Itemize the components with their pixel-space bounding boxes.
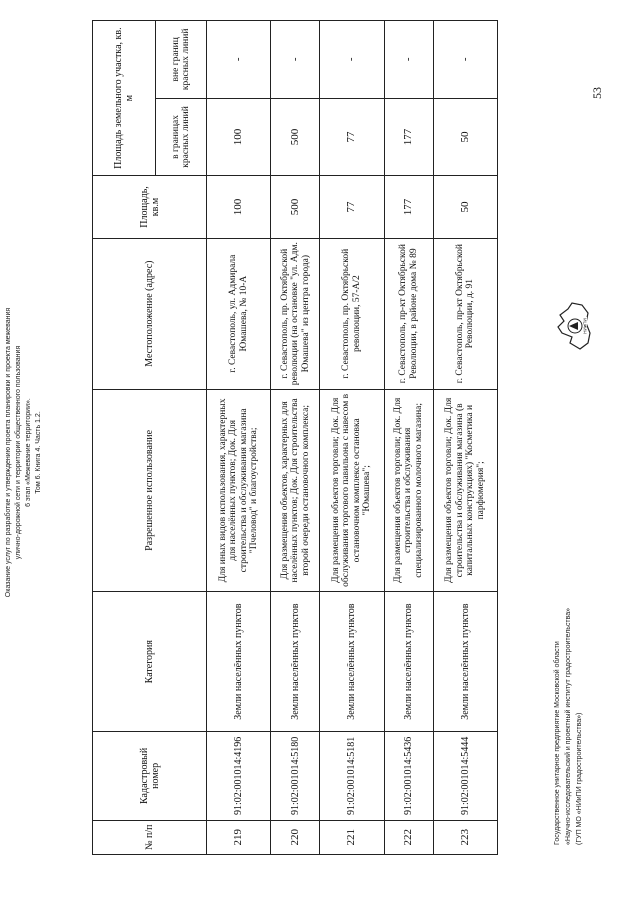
- header-line-4: Том 6. Книга 4. Часть 1.2.: [35, 411, 42, 494]
- cell-category: Земли населённых пунктов: [271, 592, 320, 732]
- cell-area: 50: [433, 176, 497, 238]
- cell-area: 100: [207, 176, 271, 238]
- cell-category: Земли населённых пунктов: [433, 592, 497, 732]
- cell-use: Для размещения объектов торговли; Док. Для обслуживания торгового павильона с навесом в остановочном комплексе остановка "Юмашева";: [320, 389, 384, 592]
- cell-num: 221: [320, 820, 384, 854]
- header-line-3: 6 этап «Межевание территории».: [25, 398, 32, 507]
- cell-use: Для размещения объектов торговли; Док. Для строительства и обслуживания специализированного молочного магазина;: [384, 389, 433, 592]
- cell-use: Для размещения объектов, характерных для населённых пунктов; Док. Для строительства второй очереди остановочного комплекса;: [271, 389, 320, 592]
- cell-num: 223: [433, 820, 497, 854]
- cell-within: 100: [207, 98, 271, 176]
- cell-outside: -: [271, 21, 320, 99]
- cell-category: Земли населённых пунктов: [320, 592, 384, 732]
- cell-within: 77: [320, 98, 384, 176]
- cell-outside: -: [433, 21, 497, 99]
- table-row: [207, 21, 271, 855]
- cell-within: 500: [271, 98, 320, 176]
- header-line-1: Оказание услуг по разработке и утверждению проекта планировки и проекта межевания: [5, 307, 12, 598]
- header-cadastral: Кадастровый номер: [93, 732, 207, 820]
- table-row: [433, 21, 497, 855]
- cell-area: 77: [320, 176, 384, 238]
- footer: [552, 608, 585, 845]
- page-number: 53: [590, 87, 604, 99]
- institute-emblem-icon: [550, 295, 598, 357]
- header-outside: вне границ красных линий: [156, 21, 207, 99]
- cell-cadastral: 91:02:001014:5180: [271, 732, 320, 820]
- cell-num: 219: [207, 820, 271, 854]
- cell-outside: -: [320, 21, 384, 99]
- cell-area: 177: [384, 176, 433, 238]
- cell-cadastral: 91:02:001014:5444: [433, 732, 497, 820]
- cell-category: Земли населённых пунктов: [384, 592, 433, 732]
- footer-line-3: (ГУП МО «НИиПИ градостроительства»): [576, 712, 583, 845]
- cell-location: г. Севастополь, пр. Октябрьской революции, 57-А/2: [320, 238, 384, 389]
- cell-cadastral: 91:02:001014:5181: [320, 732, 384, 820]
- cell-category: Земли населённых пунктов: [207, 592, 271, 732]
- table-row: [271, 21, 320, 855]
- table-row: [320, 21, 384, 855]
- footer-line-1: Государственное унитарное предприятие Московской области: [554, 641, 561, 845]
- header-num: № п/п: [93, 820, 207, 854]
- header-area: Площадь, кв.м: [93, 176, 207, 238]
- cell-outside: -: [207, 21, 271, 99]
- cell-location: г. Севастополь, пр-кт Октябрьской Революции, в районе дома № 89: [384, 238, 433, 389]
- cell-outside: -: [384, 21, 433, 99]
- header-location: Местоположение (адрес): [93, 238, 207, 389]
- header-land-area: Площадь земельного участка, кв. м: [93, 21, 156, 176]
- cell-location: г. Севастополь, ул. Адмирала Юмашева, № 10-А: [207, 238, 271, 389]
- land-plots-table: [92, 20, 498, 855]
- header-line-2: улично-дорожной сети и территории общественного пользования: [15, 345, 22, 560]
- cell-within: 50: [433, 98, 497, 176]
- cell-use: Для размещения объектов торговли; Док. Для строительства и обслуживания магазина (в капитальных конструкциях) "Косметика и парфюмерия";: [433, 389, 497, 592]
- header-permitted-use: Разрешенное использование: [93, 389, 207, 592]
- cell-num: 220: [271, 820, 320, 854]
- cell-num: 222: [384, 820, 433, 854]
- table-row: [384, 21, 433, 855]
- cell-cadastral: 91:02:001014:5436: [384, 732, 433, 820]
- table-header-row: [93, 21, 156, 855]
- cell-within: 177: [384, 98, 433, 176]
- header-within: в границах красных линий: [156, 98, 207, 176]
- cell-location: г. Севастополь, пр. Октябрьской революции (на остановке "ул. Адм. Юмашева" из центра города): [271, 238, 320, 389]
- logo-text: НИиПИ: [582, 318, 588, 334]
- footer-line-2: «Научно-исследовательский и проектный институт градостроительства»: [565, 607, 572, 845]
- cell-location: г. Севастополь, пр-кт Октябрьской Революции, д. 91: [433, 238, 497, 389]
- cell-use: Для иных видов использования, характерных для населённых пунктов; Док. Для строительства и обслуживания магазина "Пчеловод" и благоустройства;: [207, 389, 271, 592]
- cell-area: 500: [271, 176, 320, 238]
- header-category: Категория: [93, 592, 207, 732]
- cell-cadastral: 91:02:001014:4196: [207, 732, 271, 820]
